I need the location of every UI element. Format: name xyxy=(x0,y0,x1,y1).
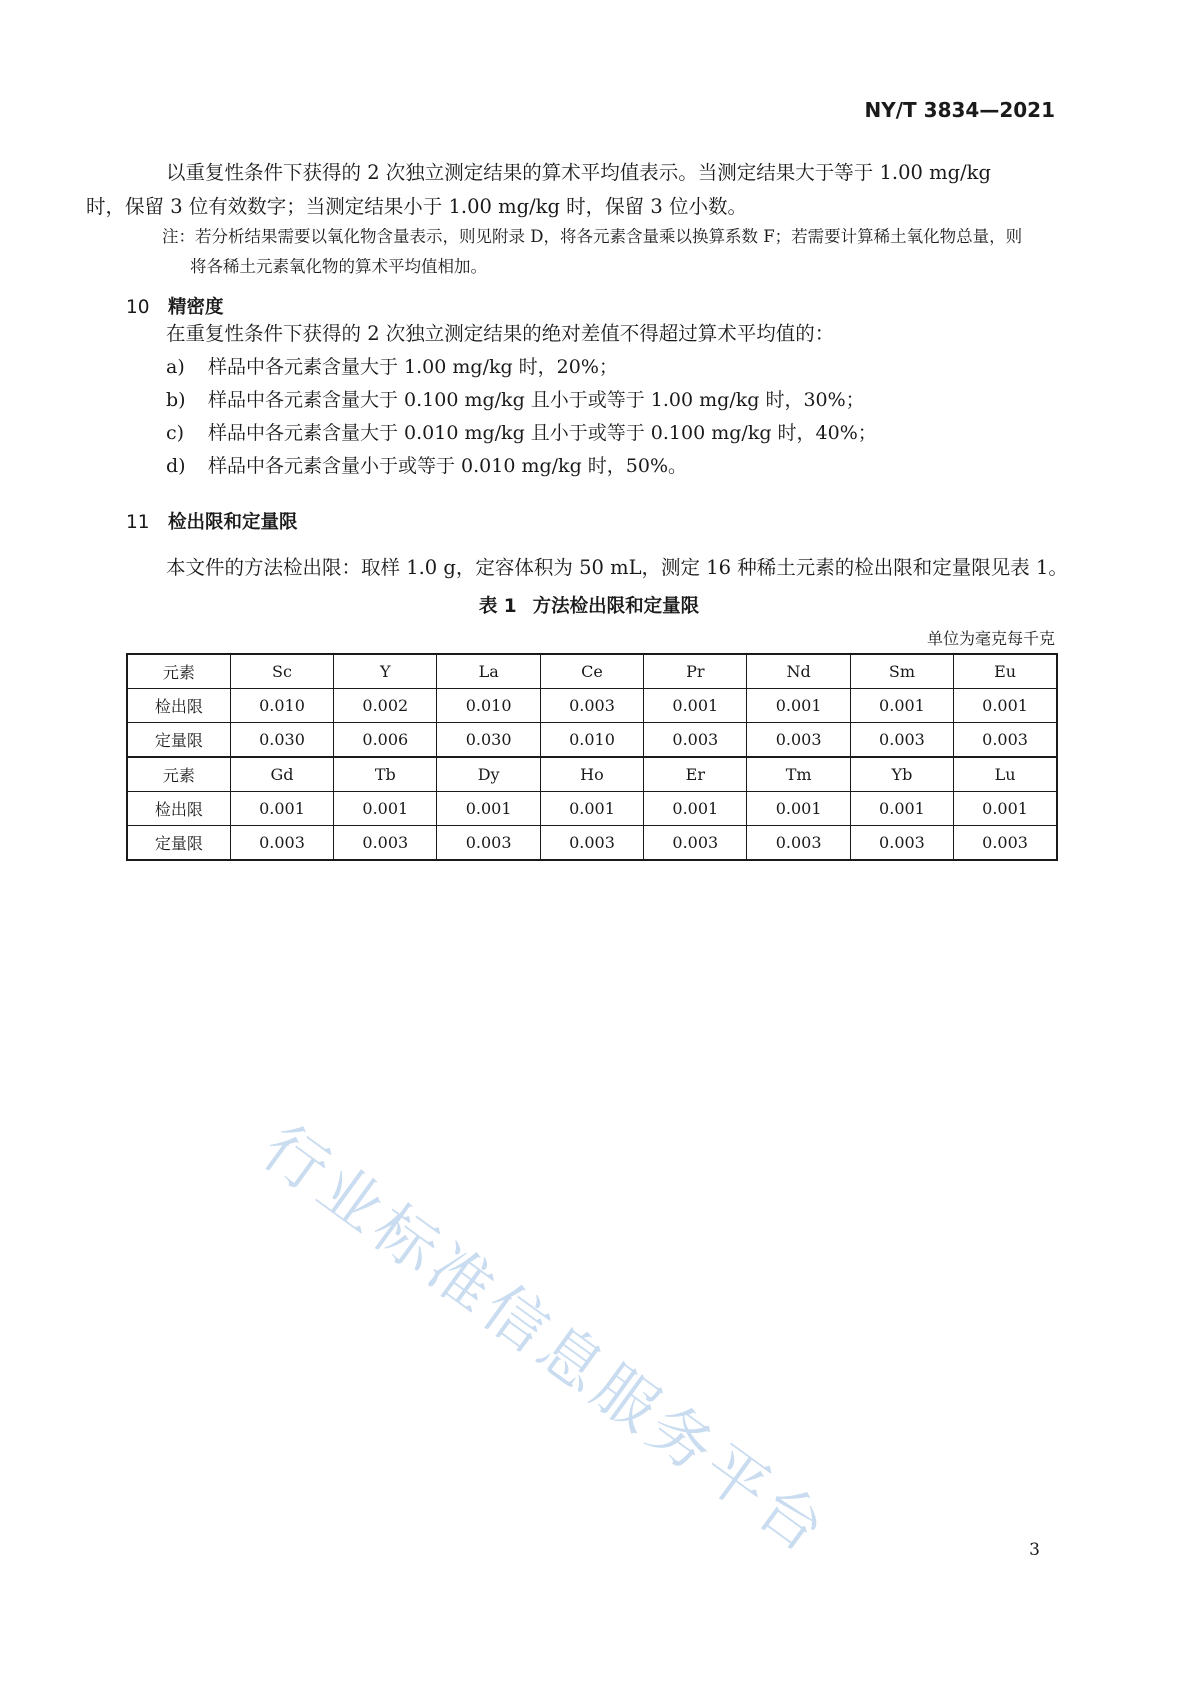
table-cell: 0.003 xyxy=(644,826,747,861)
detection-limit-paragraph: 本文件的方法检出限：取样 1.0 g，定容体积为 50 mL，测定 16 种稀土元素的检出限和定量限见表 1。 xyxy=(166,556,1068,579)
table-row xyxy=(127,826,1057,861)
table-cell: 0.001 xyxy=(850,689,953,723)
table-cell: 0.003 xyxy=(850,826,953,861)
table-caption xyxy=(0,592,1178,618)
list-item xyxy=(166,451,687,478)
list-item-text: 样品中各元素含量大于 0.100 mg/kg 且小于或等于 1.00 mg/kg 时，30%； xyxy=(208,389,865,411)
table-cell: 0.003 xyxy=(954,826,1057,861)
list-item-label: a) xyxy=(166,356,185,378)
table-cell: Lu xyxy=(954,757,1057,792)
table-cell: 0.001 xyxy=(850,792,953,826)
table-cell: Sc xyxy=(230,654,333,689)
table-cell: 0.030 xyxy=(230,723,333,758)
table-cell: Ho xyxy=(540,757,643,792)
list-item xyxy=(166,352,618,379)
table-caption-number: 表 1 xyxy=(478,596,517,617)
table-cell: 0.006 xyxy=(334,723,437,758)
list-item-label: b) xyxy=(166,389,186,411)
table-row xyxy=(127,654,1057,689)
table-cell: 0.002 xyxy=(334,689,437,723)
section-10-title: 精密度 xyxy=(168,297,224,318)
list-item xyxy=(166,385,865,412)
table-cell: 0.030 xyxy=(437,723,540,758)
table-cell: 0.001 xyxy=(230,792,333,826)
table-cell: 0.003 xyxy=(954,723,1057,758)
limits-table xyxy=(126,653,1058,861)
table-cell: 0.001 xyxy=(954,792,1057,826)
table-cell: 0.003 xyxy=(850,723,953,758)
table-cell: 0.003 xyxy=(334,826,437,861)
table-cell: 0.010 xyxy=(540,723,643,758)
table-cell: Tb xyxy=(334,757,437,792)
table-cell: 0.003 xyxy=(644,723,747,758)
precision-intro: 在重复性条件下获得的 2 次独立测定结果的绝对差值不得超过算术平均值的： xyxy=(166,322,835,345)
list-item-label: c) xyxy=(166,422,185,444)
table-cell: Eu xyxy=(954,654,1057,689)
table-cell: Gd xyxy=(230,757,333,792)
note-line-1: 注：若分析结果需要以氧化物含量表示，则见附录 D，将各元素含量乘以换算系数 F；若需要计算稀土氧化物总量，则 xyxy=(162,227,1023,246)
list-item-text: 样品中各元素含量小于或等于 0.010 mg/kg 时，50%。 xyxy=(208,455,687,477)
list-item-label: d) xyxy=(166,455,186,477)
note-line-2: 将各稀土元素氧化物的算术平均值相加。 xyxy=(190,257,487,276)
table-cell: 0.003 xyxy=(230,826,333,861)
list-item xyxy=(166,418,877,445)
standard-code: NY/T 3834—2021 xyxy=(864,98,1055,122)
table-cell: 0.003 xyxy=(747,723,850,758)
table-row xyxy=(127,723,1057,758)
section-10-number: 10 xyxy=(126,297,150,318)
section-11-number: 11 xyxy=(126,512,150,533)
table-cell: 0.003 xyxy=(747,826,850,861)
section-11-title: 检出限和定量限 xyxy=(168,512,298,533)
table-row-header: 检出限 xyxy=(127,792,230,826)
table-row-header: 检出限 xyxy=(127,689,230,723)
table-cell: Sm xyxy=(850,654,953,689)
table-row xyxy=(127,689,1057,723)
table-row xyxy=(127,792,1057,826)
table-cell: 0.001 xyxy=(644,792,747,826)
table-cell: 0.010 xyxy=(437,689,540,723)
table-cell: Tm xyxy=(747,757,850,792)
section-11-heading xyxy=(126,508,298,534)
table-cell: Ce xyxy=(540,654,643,689)
table-caption-title: 方法检出限和定量限 xyxy=(532,596,700,617)
results-line-1: 以重复性条件下获得的 2 次独立测定结果的算术平均值表示。当测定结果大于等于 1.00 mg/kg xyxy=(166,161,991,184)
list-item-text: 样品中各元素含量大于 0.010 mg/kg 且小于或等于 0.100 mg/kg 时，40%； xyxy=(208,422,877,444)
table-cell: 0.003 xyxy=(437,826,540,861)
table-cell: Nd xyxy=(747,654,850,689)
results-line-2: 时，保留 3 位有效数字；当测定结果小于 1.00 mg/kg 时，保留 3 位小数。 xyxy=(86,195,747,218)
table-cell: 0.001 xyxy=(644,689,747,723)
section-10-heading xyxy=(126,293,224,319)
table-cell: La xyxy=(437,654,540,689)
table-row xyxy=(127,757,1057,792)
table-cell: 0.001 xyxy=(747,792,850,826)
table-row-header: 定量限 xyxy=(127,723,230,758)
table-cell: Y xyxy=(334,654,437,689)
list-item-text: 样品中各元素含量大于 1.00 mg/kg 时，20%； xyxy=(208,356,618,378)
table-cell: 0.010 xyxy=(230,689,333,723)
results-paragraph xyxy=(86,156,1061,224)
table-row-header: 元素 xyxy=(127,757,230,792)
unit-note: 单位为毫克每千克 xyxy=(926,629,1055,648)
watermark: 行业标准信息服务平台 xyxy=(249,1110,843,1570)
table-cell: 0.001 xyxy=(437,792,540,826)
table-row-header: 元素 xyxy=(127,654,230,689)
table-cell: 0.001 xyxy=(747,689,850,723)
table-cell: 0.001 xyxy=(334,792,437,826)
table-cell: Pr xyxy=(644,654,747,689)
table-cell: 0.001 xyxy=(954,689,1057,723)
table-cell: 0.003 xyxy=(540,826,643,861)
table-cell: Er xyxy=(644,757,747,792)
note xyxy=(162,222,1062,282)
page-number: 3 xyxy=(1029,1540,1040,1560)
table-cell: Dy xyxy=(437,757,540,792)
table-cell: 0.003 xyxy=(540,689,643,723)
table-row-header: 定量限 xyxy=(127,826,230,861)
table-cell: 0.001 xyxy=(540,792,643,826)
table-cell: Yb xyxy=(850,757,953,792)
limits-table-body xyxy=(127,654,1057,860)
